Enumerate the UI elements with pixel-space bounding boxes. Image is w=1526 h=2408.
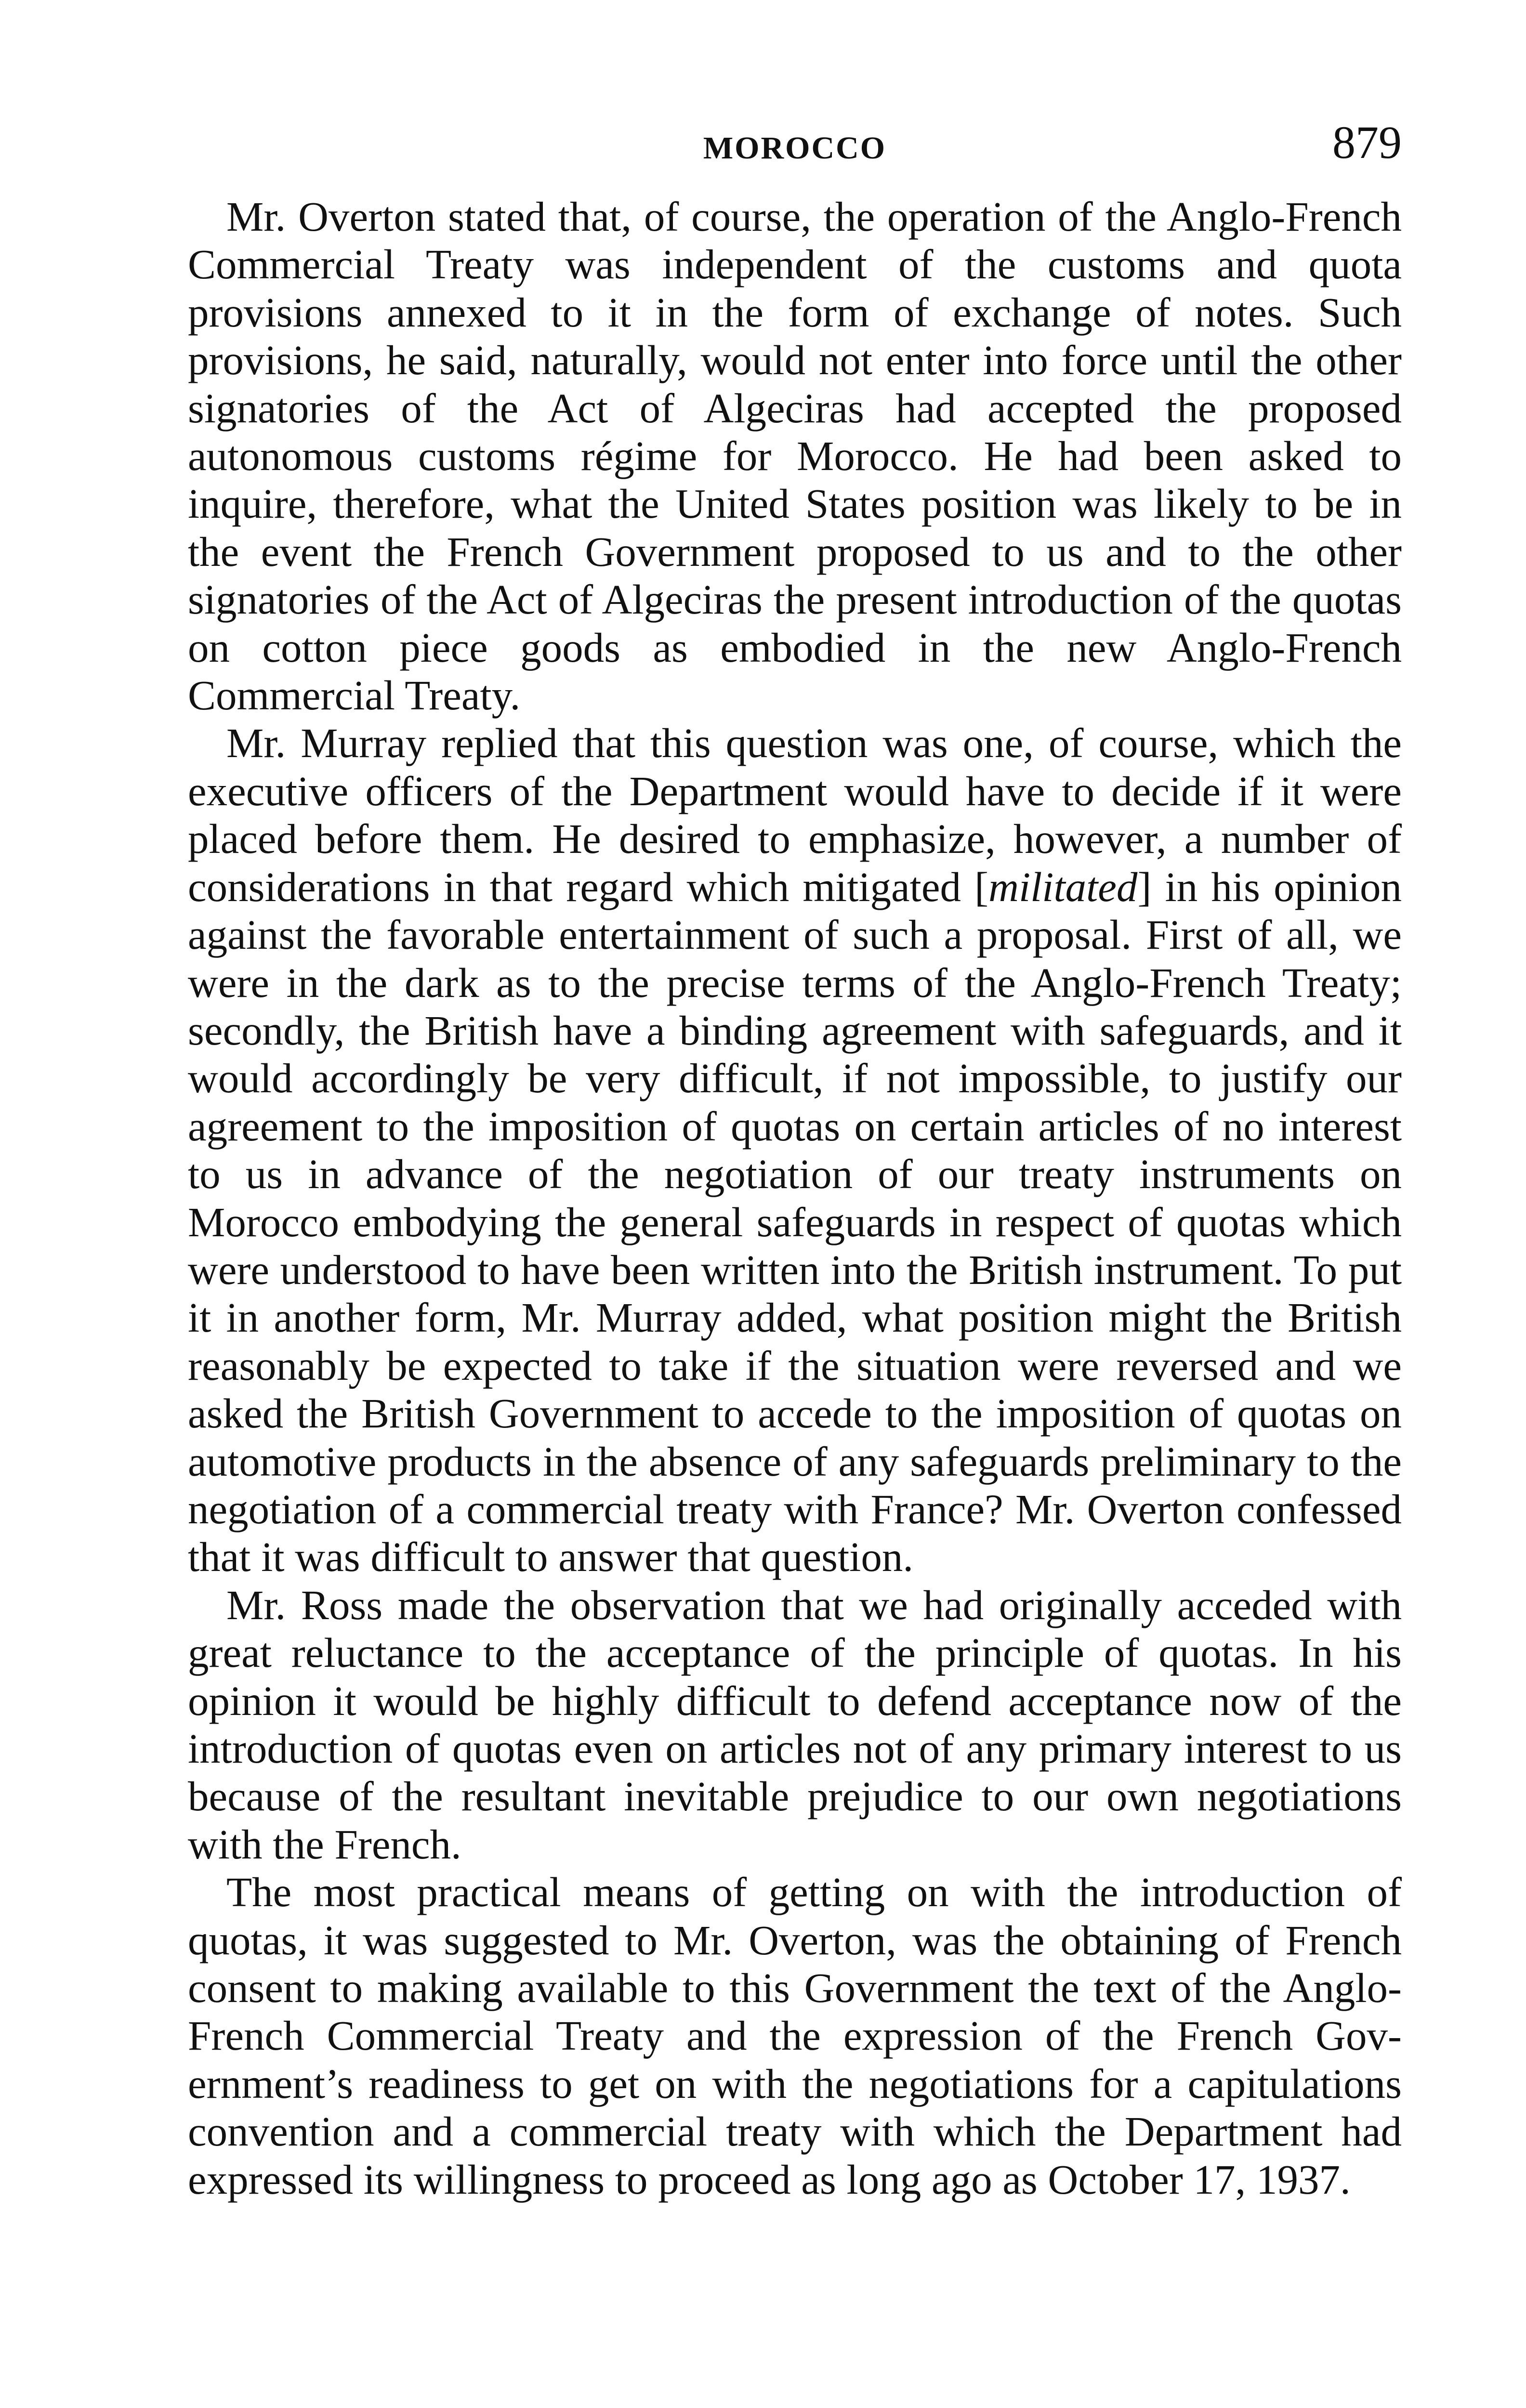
page-number: 879 <box>1332 117 1402 168</box>
running-head <box>188 116 1402 173</box>
paragraph-practical-means: The most practical means of getting on with the introduction of quotas, it was suggested to Mr. Overton, was the obtaining of French consent to making available to this Government the text of the Anglo-French Commercial Treaty and the expression of the French Government’s readiness to get on with the negotiations for a capitulations convention and a commercial treaty with which the Department had expressed its willingness to proceed as long ago as October 17, 1937. <box>188 1869 1402 2203</box>
paragraph-murray-reply <box>188 719 1402 1581</box>
editorial-correction: militated <box>988 863 1138 910</box>
murray-reply-text-end: ] in his opinion against the favorable entertainment of such a proposal. First of all, we were in the dark as to the precise terms of the Anglo-French Treaty; secondly, the British have a binding agreement with safeguards, and it would accordingly be very difficult, if not impossible, to justify our agreement to the imposition of quotas on certain articles of no interest to us in advance of the negotiation of our treaty instruments on Morocco embodying the general safeguards in respect of quotas which were understood to have been written into the British instrument. To put it in another form, Mr. Murray added, what position might the British reasonably be expected to take if the situation were reversed and we asked the British Government to accede to the imposition of quotas on automotive products in the absence of any safeguards preliminary to the negotiation of a commercial treaty with France? Mr. Overton confessed that it was difficult to answer that question. <box>188 863 1402 1581</box>
paragraph-overton-statement: Mr. Overton stated that, of course, the operation of the Anglo-French Commercial Treaty was independent of the customs and quota provisions annexed to it in the form of exchange of notes. Such provisions, he said, naturally, would not enter into force until the other signatories of the Act of Algeciras had accepted the proposed autonomous customs régime for Morocco. He had been asked to inquire, therefore, what the United States position was likely to be in the event the French Government proposed to us and to the other signatories of the Act of Algeciras the present introduction of the quotas on cotton piece goods as embodied in the new Anglo-French Commercial Treaty. <box>188 193 1402 719</box>
murray-reply-text-start: Mr. Murray replied that this question was one, of course, which the executive officers of the Department would have to decide if it were placed before them. He desired to emphasize, however, a number of considerations in that regard which mitigated [ <box>188 720 1402 910</box>
running-title: MOROCCO <box>703 131 887 166</box>
paragraph-ross-observation: Mr. Ross made the observation that we had originally acceded with great reluctance to the acceptance of the principle of quotas. In his opinion it would be highly difficult to defend acceptance now of the introduction of quotas even on articles not of any primary interest to us because of the resultant inevitable prejudice to our own negotiations with the French. <box>188 1581 1402 1868</box>
body-text <box>188 193 1402 2203</box>
